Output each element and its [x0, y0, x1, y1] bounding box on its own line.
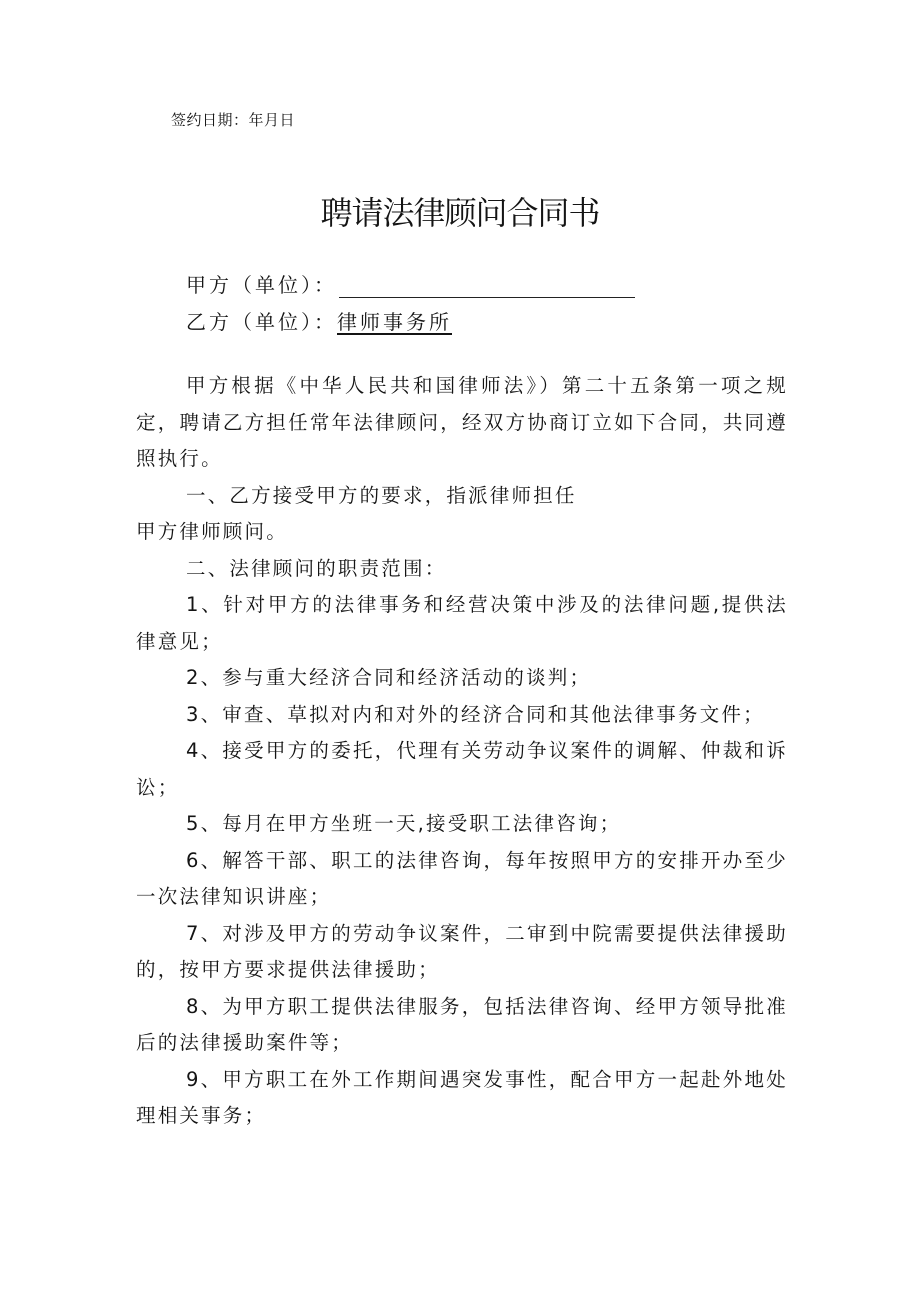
party-a-blank [339, 275, 635, 298]
list-item: 2、参与重大经济合同和经济活动的谈判； [186, 666, 592, 689]
party-a-label: 甲方（单位）： [186, 273, 337, 297]
list-item: 6、解答干部、职工的法律咨询，每年按照甲方的安排开办至少一次法律知识讲座； [136, 848, 788, 908]
paragraph-clause-1: 一、乙方接受甲方的要求，指派律师担任 [186, 483, 577, 507]
paragraph-preamble: 甲方根据《中华人民共和国律师法》）第二十五条第一项之规定，聘请乙方担任常年法律顾问，经双方协商订立如下合同，共同遵照执行。 [136, 374, 788, 470]
party-a-line [186, 269, 635, 298]
list-item: 8、为甲方职工提供法律服务，包括法律咨询、经甲方领导批准后的法律援助案件等； [136, 994, 788, 1054]
list-item: 5、每月在甲方坐班一天,接受职工法律咨询； [186, 812, 622, 835]
party-b-value: 律师事务所 [337, 310, 452, 334]
list-item: 1、针对甲方的法律事务和经营决策中涉及的法律问题,提供法律意见； [136, 593, 788, 653]
list-item: 9、甲方职工在外工作期间遇突发事性，配合甲方一起赴外地处理相关事务； [136, 1067, 788, 1127]
sign-date: 签约日期：年月日 [171, 111, 296, 129]
list-item: 4、接受甲方的委托，代理有关劳动争议案件的调解、仲裁和诉讼； [136, 739, 788, 799]
party-b-label: 乙方（单位）： [186, 310, 337, 334]
contract-body [136, 368, 788, 1135]
list-item: 7、对涉及甲方的劳动争议案件，二审到中院需要提供法律援助的，按甲方要求提供法律援助； [136, 921, 788, 981]
party-b-line [186, 306, 452, 335]
list-item: 3、审查、草拟对内和对外的经济合同和其他法律事务文件； [186, 702, 765, 726]
paragraph-clause-2: 二、法律顾问的职责范围： [186, 556, 447, 580]
paragraph-clause-1-continuation: 甲方律师顾问。 [136, 520, 288, 543]
document-title: 聘请法律顾问合同书 [320, 194, 600, 232]
